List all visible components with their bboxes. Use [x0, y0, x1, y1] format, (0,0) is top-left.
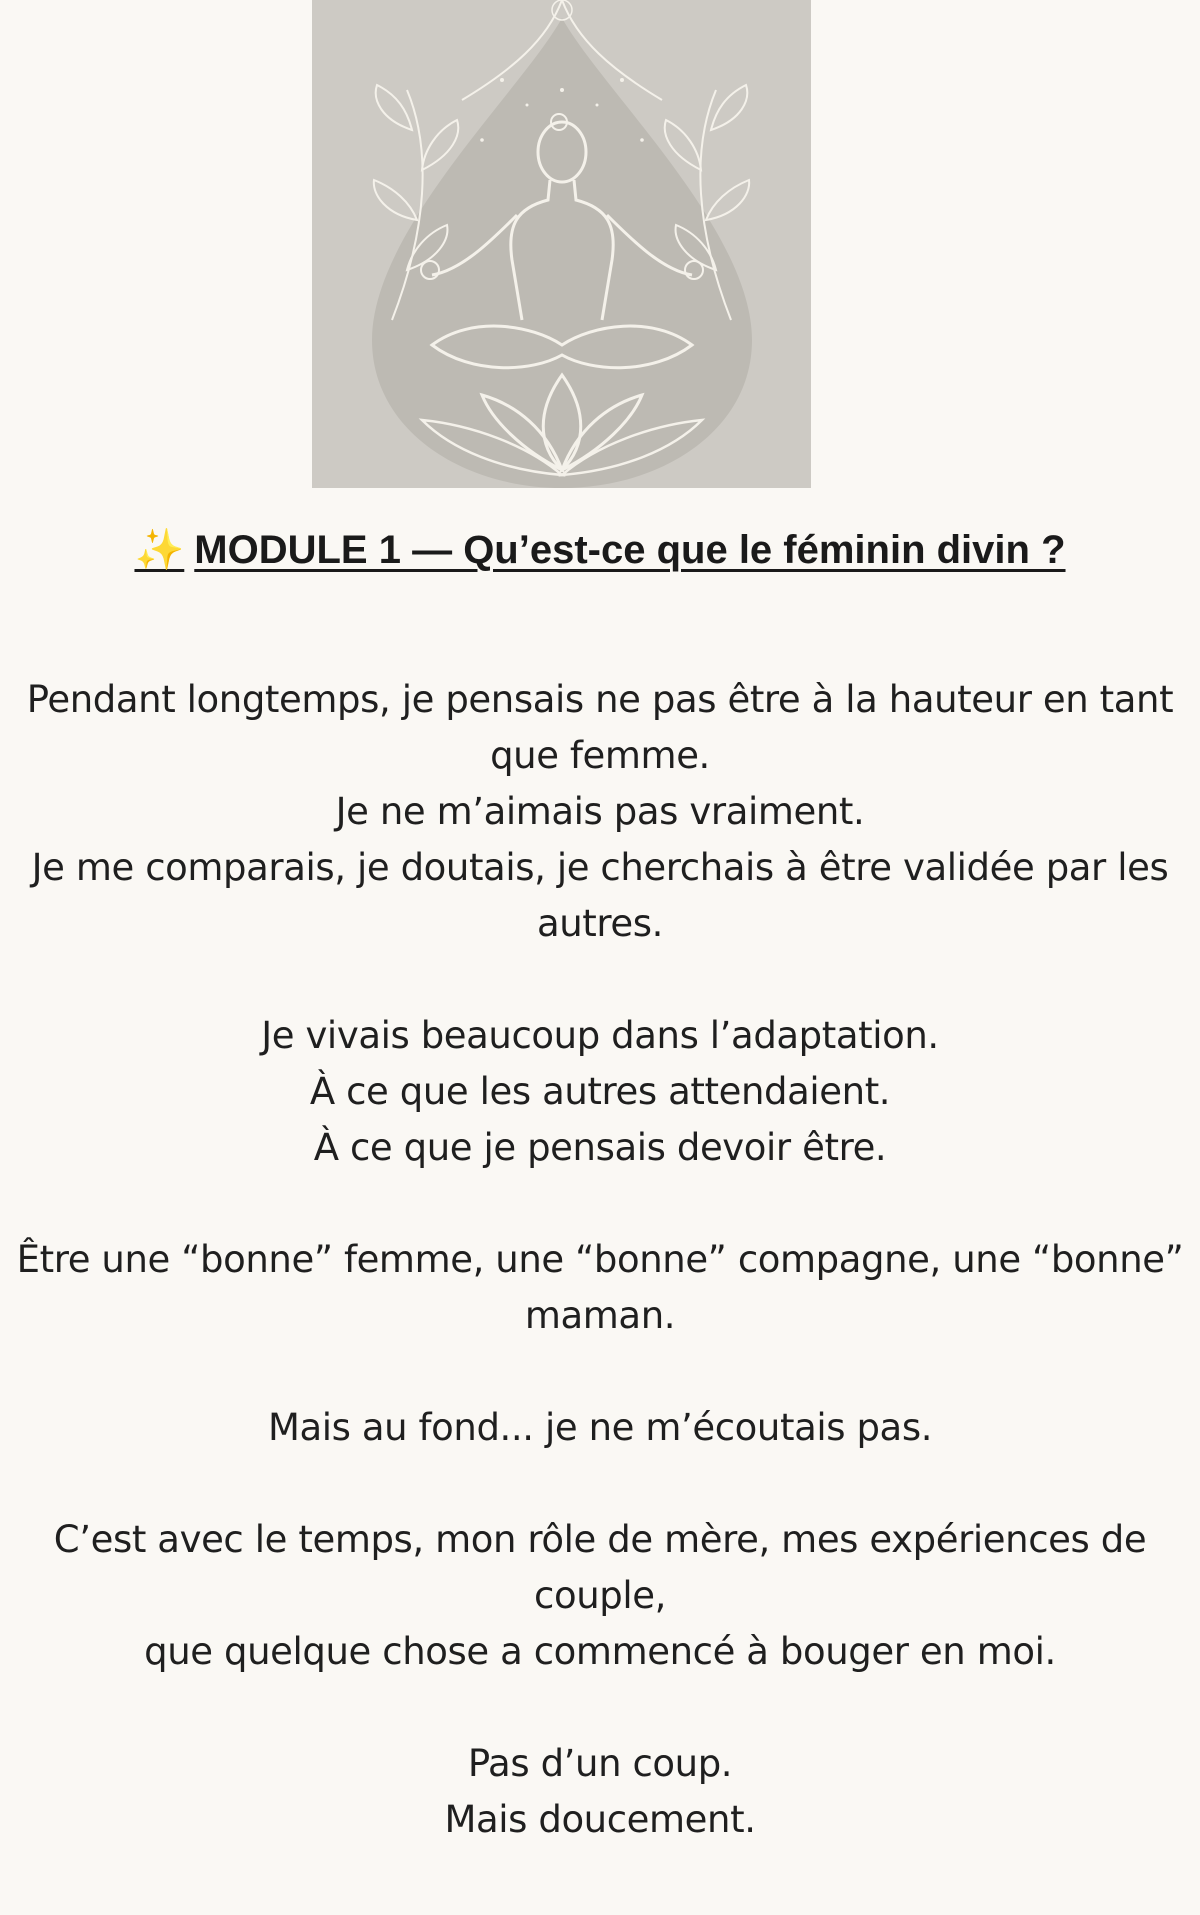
paragraph	[0, 1512, 1200, 1680]
paragraph-line: Je ne m’aimais pas vraiment.	[335, 790, 865, 833]
paragraph-line: Pas d’un coup.	[467, 1742, 733, 1785]
meditating-woman-illustration-icon	[312, 0, 811, 488]
paragraph-gap	[0, 1176, 1200, 1232]
paragraph-line: À ce que les autres attendaient.	[309, 1070, 891, 1113]
paragraph-line: que femme.	[490, 734, 710, 777]
paragraph-line: autres.	[536, 902, 664, 945]
paragraph-line: Pendant longtemps, je pensais ne pas être à la hauteur en tant	[26, 678, 1174, 721]
hero-image	[312, 0, 811, 488]
paragraph-line: que quelque chose a commencé à bouger en moi.	[144, 1630, 1056, 1673]
paragraph-line: Je vivais beaucoup dans l’adaptation.	[261, 1014, 939, 1057]
module-title-text: MODULE 1 — Qu’est-ce que le féminin divin ?	[194, 528, 1066, 572]
paragraph	[0, 1008, 1200, 1176]
paragraph-gap	[0, 952, 1200, 1008]
paragraph-gap	[0, 1680, 1200, 1736]
paragraph-line: Je me comparais, je doutais, je cherchais à être validée par les	[31, 846, 1169, 889]
paragraph-line: Mais au fond... je ne m’écoutais pas.	[267, 1406, 933, 1449]
paragraph-line: Mais doucement.	[444, 1798, 756, 1841]
paragraph-line: maman.	[524, 1294, 676, 1337]
paragraph-line: couple,	[534, 1574, 666, 1617]
module-title	[0, 522, 1200, 578]
paragraph-line: Être une “bonne” femme, une “bonne” compagne, une “bonne”	[16, 1238, 1184, 1281]
sparkles-icon: ✨	[134, 528, 185, 572]
module-body-text	[0, 672, 1200, 1848]
paragraph-line: À ce que je pensais devoir être.	[313, 1126, 887, 1169]
paragraph	[0, 1400, 1200, 1456]
paragraph-gap	[0, 1456, 1200, 1512]
paragraph	[0, 672, 1200, 952]
module-title-underlined	[134, 522, 1065, 578]
paragraph-line: C’est avec le temps, mon rôle de mère, mes expériences de	[53, 1518, 1147, 1561]
paragraph	[0, 1232, 1200, 1344]
paragraph-gap	[0, 1344, 1200, 1400]
paragraph	[0, 1736, 1200, 1848]
